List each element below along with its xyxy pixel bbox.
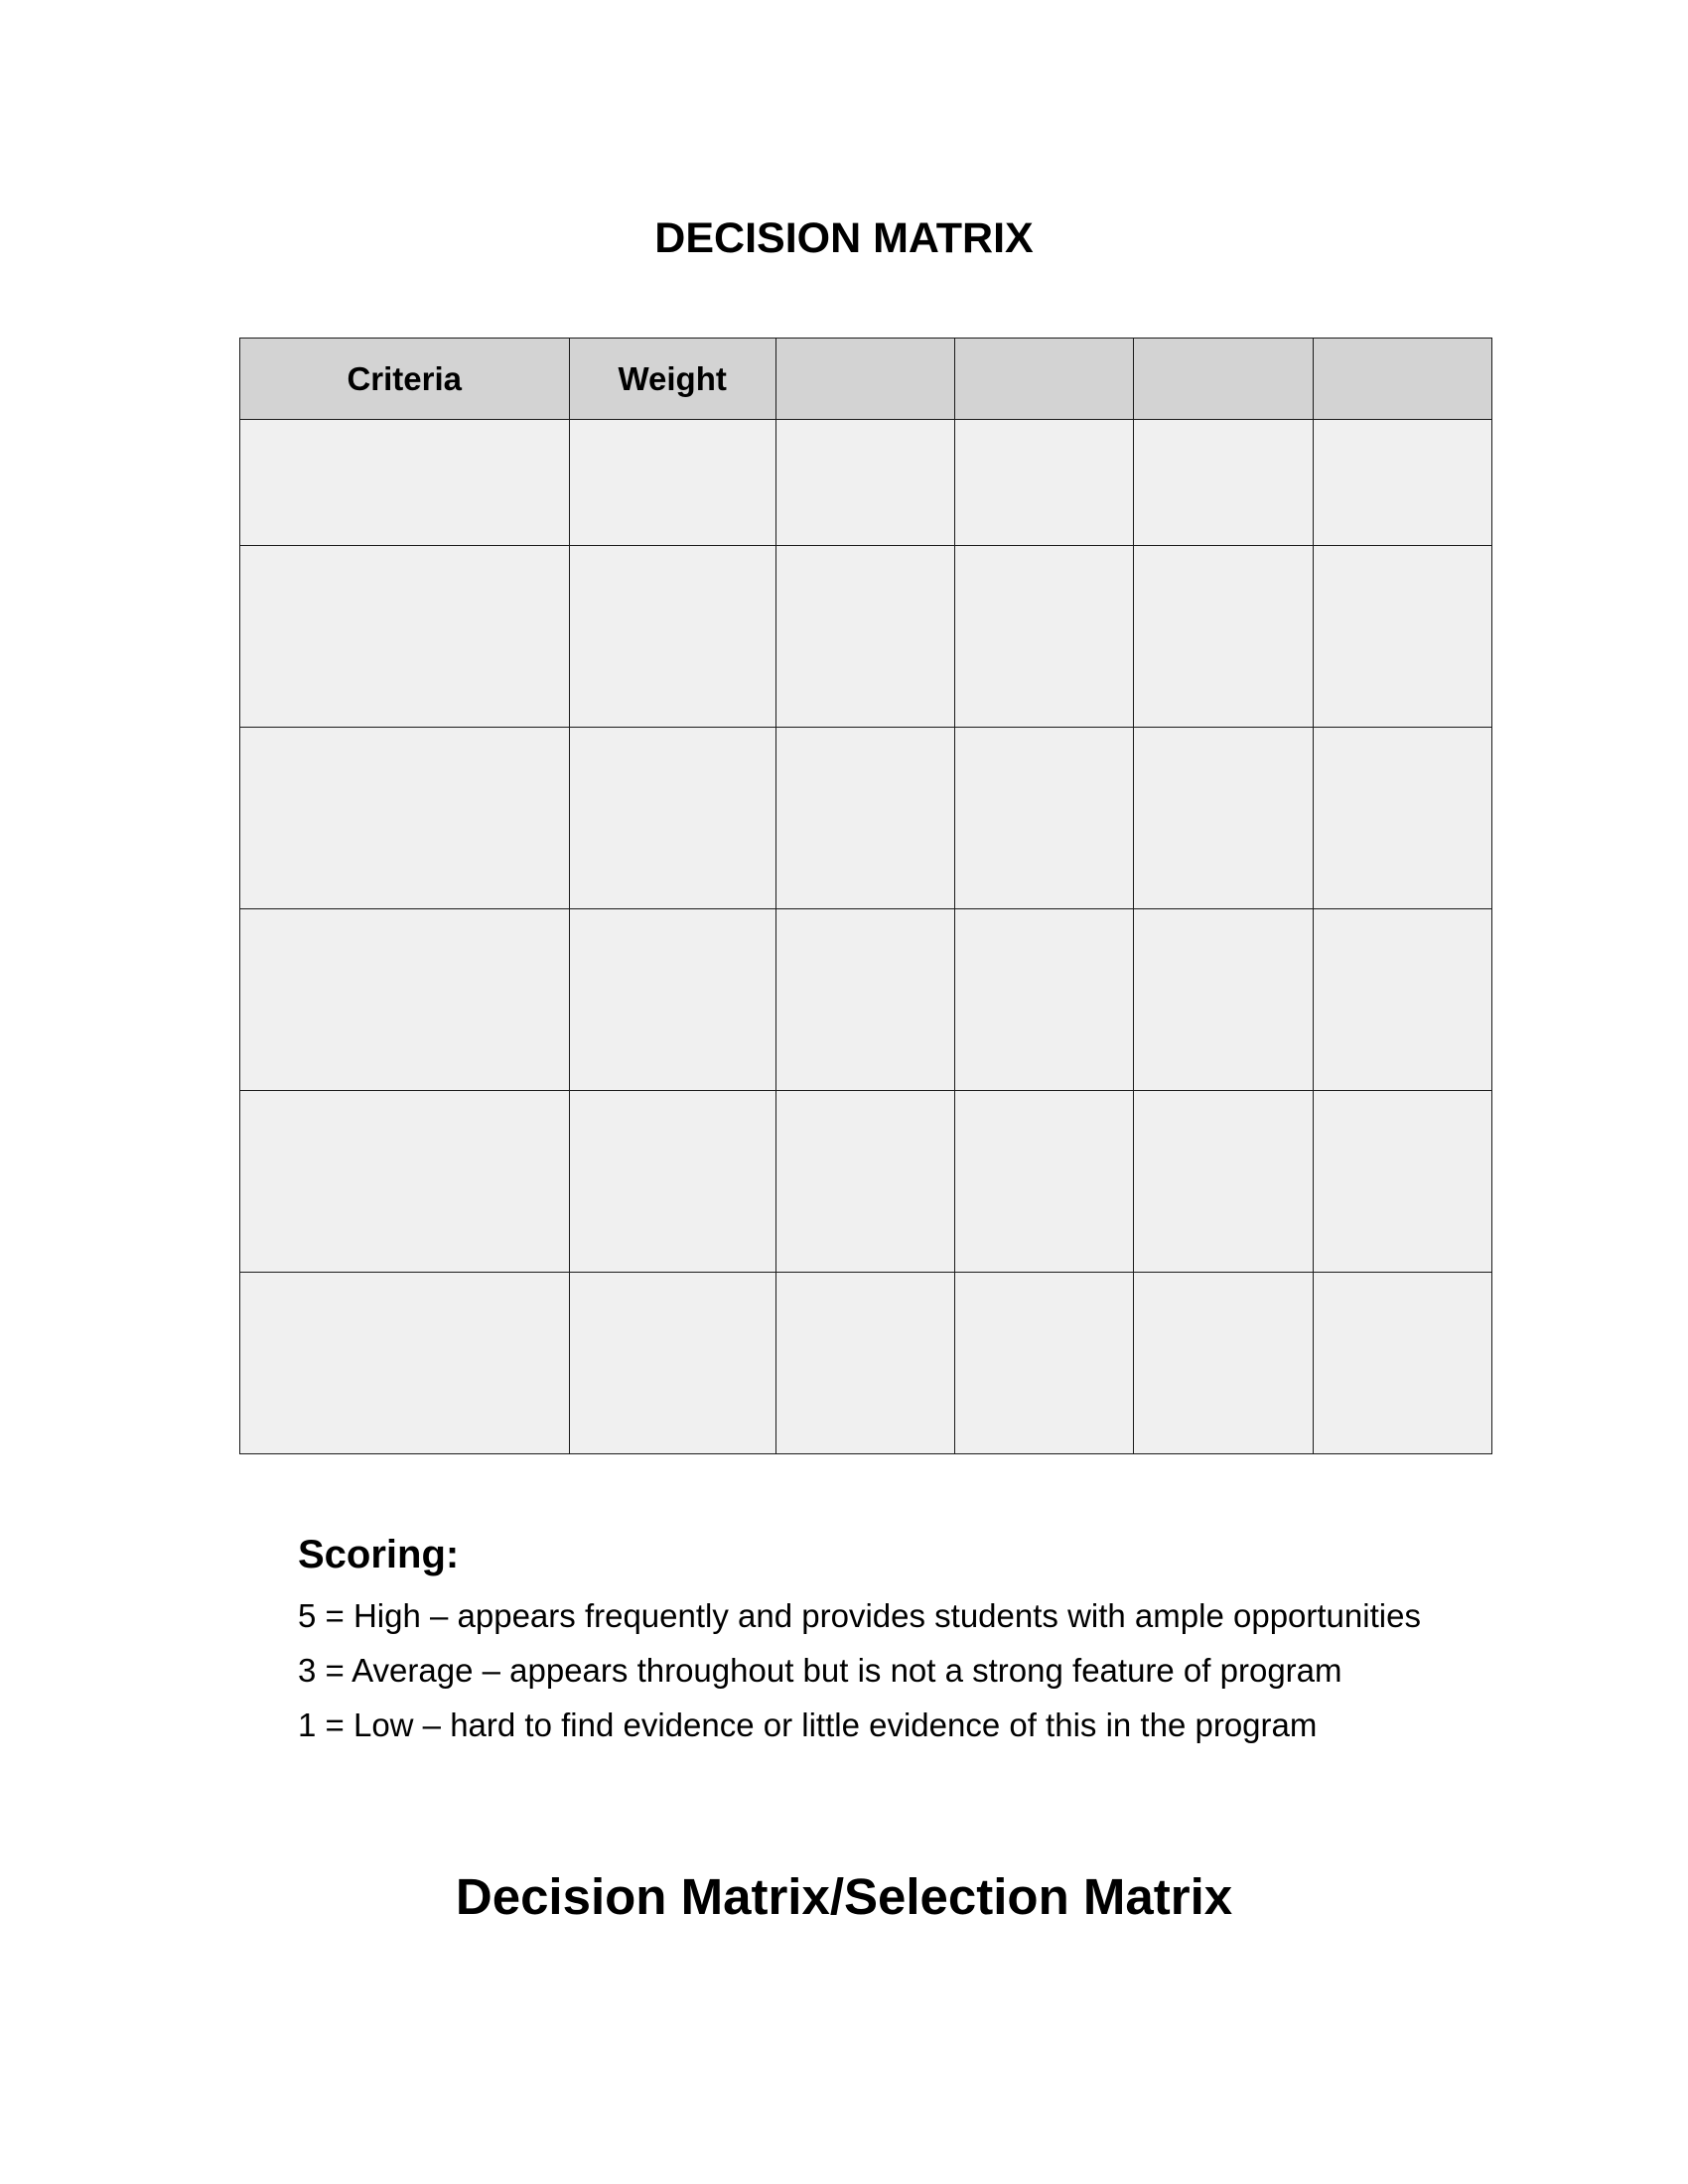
- score-cell[interactable]: [1313, 1273, 1491, 1454]
- score-cell[interactable]: [1313, 420, 1491, 546]
- criteria-cell[interactable]: [240, 1091, 570, 1273]
- header-criteria: Criteria: [240, 339, 570, 420]
- table-row: [240, 909, 1492, 1091]
- score-cell[interactable]: [775, 546, 954, 728]
- score-cell[interactable]: [1313, 909, 1491, 1091]
- score-cell[interactable]: [775, 909, 954, 1091]
- table-header-row: [240, 339, 1492, 420]
- criteria-cell[interactable]: [240, 546, 570, 728]
- score-cell[interactable]: [955, 909, 1134, 1091]
- score-cell[interactable]: [955, 728, 1134, 909]
- scoring-heading: Scoring:: [298, 1533, 460, 1576]
- score-cell[interactable]: [1134, 1273, 1313, 1454]
- score-cell[interactable]: [955, 546, 1134, 728]
- weight-cell[interactable]: [569, 909, 775, 1091]
- score-cell[interactable]: [775, 420, 954, 546]
- table-row: [240, 546, 1492, 728]
- table-row: [240, 1091, 1492, 1273]
- score-cell[interactable]: [1313, 1091, 1491, 1273]
- scoring-section: [298, 1527, 1589, 1752]
- header-option-1: [775, 339, 954, 420]
- score-cell[interactable]: [955, 1091, 1134, 1273]
- criteria-cell[interactable]: [240, 420, 570, 546]
- score-cell[interactable]: [1134, 909, 1313, 1091]
- score-cell[interactable]: [955, 1273, 1134, 1454]
- weight-cell[interactable]: [569, 420, 775, 546]
- table-row: [240, 420, 1492, 546]
- weight-cell[interactable]: [569, 1273, 775, 1454]
- header-option-3: [1134, 339, 1313, 420]
- weight-cell[interactable]: [569, 728, 775, 909]
- section-title: Decision Matrix/Selection Matrix: [455, 1868, 1233, 1925]
- header-option-4: [1313, 339, 1491, 420]
- criteria-cell[interactable]: [240, 909, 570, 1091]
- score-cell[interactable]: [1134, 728, 1313, 909]
- table-row: [240, 728, 1492, 909]
- scoring-line-average: 3 = Average – appears throughout but is not a strong feature of program: [298, 1652, 1342, 1689]
- score-cell[interactable]: [955, 420, 1134, 546]
- score-cell[interactable]: [1134, 546, 1313, 728]
- page-title: DECISION MATRIX: [654, 214, 1034, 262]
- criteria-cell[interactable]: [240, 1273, 570, 1454]
- score-cell[interactable]: [775, 728, 954, 909]
- score-cell[interactable]: [775, 1091, 954, 1273]
- scoring-line-high: 5 = High – appears frequently and provides students with ample opportunities: [298, 1597, 1421, 1634]
- score-cell[interactable]: [1313, 728, 1491, 909]
- score-cell[interactable]: [1134, 420, 1313, 546]
- score-cell[interactable]: [1313, 546, 1491, 728]
- header-weight: Weight: [569, 339, 775, 420]
- score-cell[interactable]: [1134, 1091, 1313, 1273]
- weight-cell[interactable]: [569, 546, 775, 728]
- table-row: [240, 1273, 1492, 1454]
- scoring-line-low: 1 = Low – hard to find evidence or little evidence of this in the program: [298, 1706, 1318, 1743]
- criteria-cell[interactable]: [240, 728, 570, 909]
- decision-matrix-table: [239, 338, 1492, 1454]
- weight-cell[interactable]: [569, 1091, 775, 1273]
- header-option-2: [955, 339, 1134, 420]
- score-cell[interactable]: [775, 1273, 954, 1454]
